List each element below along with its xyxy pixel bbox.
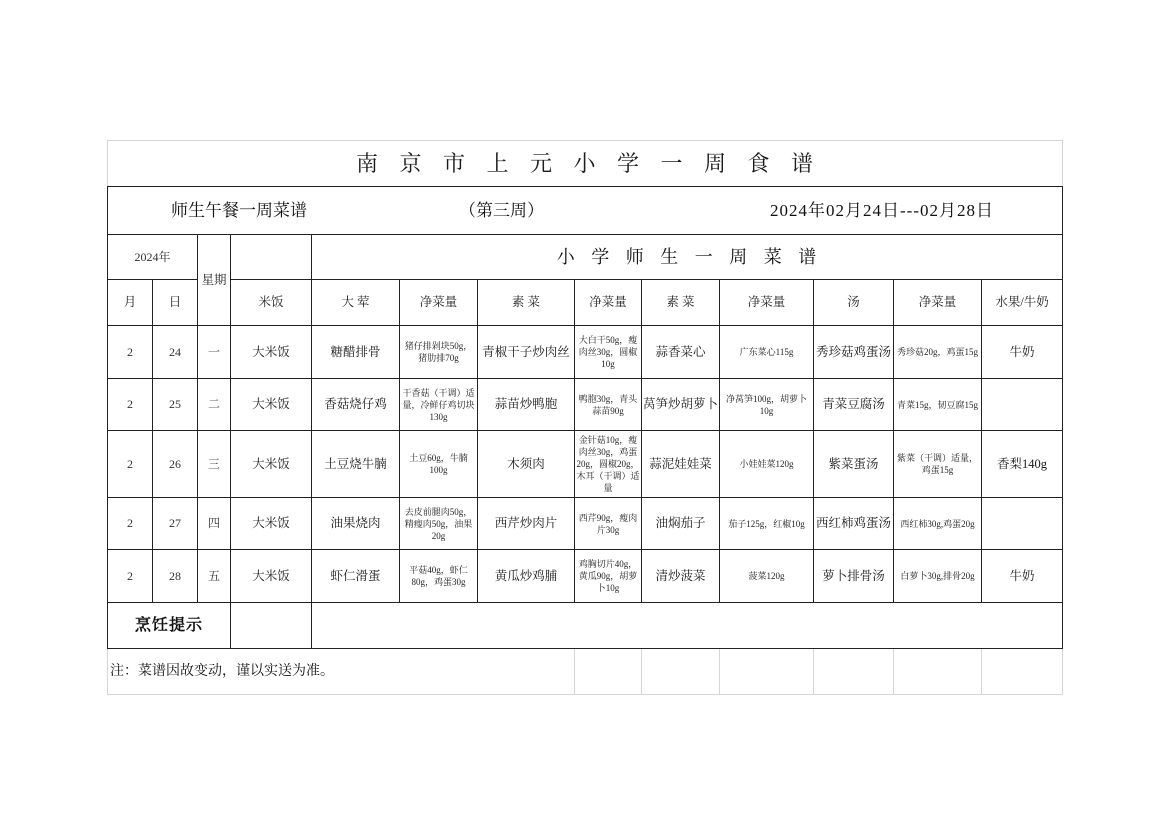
cell-day: 28	[153, 550, 198, 603]
cell-main-dish-amount: 土豆60g，牛腩100g	[400, 431, 478, 498]
cell-staple: 大米饭	[231, 498, 312, 550]
cell-weekday: 三	[198, 431, 231, 498]
cell-veg-dish-2-amount: 茄子125g，红椒10g	[720, 498, 814, 550]
info-bar	[108, 187, 1063, 235]
info-row	[108, 187, 1063, 235]
cell-soup: 紫菜蛋汤	[814, 431, 894, 498]
cooking-tips-row	[108, 603, 1063, 649]
cell-veg-dish-2-amount: 广东菜心115g	[720, 326, 814, 379]
cell-veg-dish-1-amount: 西芹90g，瘦肉片30g	[575, 498, 642, 550]
cell-veg-dish-1-amount: 大白干50g，瘦肉丝30g，圆椒10g	[575, 326, 642, 379]
cell-soup-amount: 紫菜（干调）适量，鸡蛋15g	[894, 431, 982, 498]
document-title: 南 京 市 上 元 小 学 一 周 食 谱	[108, 141, 1063, 187]
cell-soup: 秀珍菇鸡蛋汤	[814, 326, 894, 379]
column-header-row	[108, 280, 1063, 326]
cell-veg-dish-2: 莴笋炒胡萝卜	[642, 379, 720, 431]
note-row	[108, 649, 1063, 695]
cell-month: 2	[108, 431, 153, 498]
cell-weekday: 二	[198, 379, 231, 431]
cell-day: 27	[153, 498, 198, 550]
cell-day: 26	[153, 431, 198, 498]
cell-veg-dish-1: 黄瓜炒鸡脯	[478, 550, 575, 603]
blank-cell	[231, 603, 312, 649]
cell-veg-dish-2: 油焖茄子	[642, 498, 720, 550]
column-header-veg-dish-1: 素 菜	[478, 280, 575, 326]
cell-veg-dish-2-amount: 净莴笋100g，胡萝卜10g	[720, 379, 814, 431]
column-header-weekday: 星期	[198, 235, 231, 326]
column-header-veg-dish-2: 素 菜	[642, 280, 720, 326]
cell-soup-amount: 白萝卜30g,排骨20g	[894, 550, 982, 603]
menu-row	[108, 550, 1063, 603]
cell-veg-dish-2-amount: 菠菜120g	[720, 550, 814, 603]
blank-cell	[231, 235, 312, 280]
cell-weekday: 五	[198, 550, 231, 603]
week-label: （第三周）	[459, 200, 544, 220]
banner-row	[108, 235, 1063, 280]
cell-fruit-milk: 牛奶	[982, 550, 1063, 603]
note-text: 注：菜谱因故变动，谨以实送为准。	[108, 649, 575, 695]
cell-veg-dish-2: 清炒菠菜	[642, 550, 720, 603]
blank-cell	[814, 649, 894, 695]
cell-main-dish: 虾仁滑蛋	[312, 550, 400, 603]
column-header-veg-dish-2-amount: 净菜量	[720, 280, 814, 326]
cell-soup-amount: 青菜15g，韧豆腐15g	[894, 379, 982, 431]
cell-soup: 青菜豆腐汤	[814, 379, 894, 431]
cell-main-dish-amount: 干香菇（干调）适量，冷鲜仔鸡切块130g	[400, 379, 478, 431]
cell-day: 25	[153, 379, 198, 431]
cell-veg-dish-1: 木须肉	[478, 431, 575, 498]
cell-main-dish-amount: 去皮前腿肉50g，精瘦肉50g，油果20g	[400, 498, 478, 550]
cell-staple: 大米饭	[231, 550, 312, 603]
menu-row	[108, 379, 1063, 431]
cooking-tips-label: 烹饪提示	[108, 603, 231, 649]
year-label: 2024年	[108, 235, 198, 280]
column-header-main-dish-amount: 净菜量	[400, 280, 478, 326]
menu-row	[108, 431, 1063, 498]
cell-staple: 大米饭	[231, 326, 312, 379]
cell-weekday: 一	[198, 326, 231, 379]
weekly-menu-table	[107, 140, 1063, 695]
blank-cell	[575, 649, 642, 695]
cell-main-dish: 糖醋排骨	[312, 326, 400, 379]
cell-soup-amount: 西红柿30g,鸡蛋20g	[894, 498, 982, 550]
cell-main-dish-amount: 猪仔排剁块50g，猪肋排70g	[400, 326, 478, 379]
cell-veg-dish-1: 青椒干子炒肉丝	[478, 326, 575, 379]
cell-soup: 西红柿鸡蛋汤	[814, 498, 894, 550]
cell-main-dish: 油果烧肉	[312, 498, 400, 550]
cell-fruit-milk: 牛奶	[982, 326, 1063, 379]
menu-row	[108, 498, 1063, 550]
cell-main-dish: 香菇烧仔鸡	[312, 379, 400, 431]
blank-cell	[642, 649, 720, 695]
column-header-soup: 汤	[814, 280, 894, 326]
cell-staple: 大米饭	[231, 379, 312, 431]
column-header-main-dish: 大 荤	[312, 280, 400, 326]
date-range: 2024年02月24日---02月28日	[770, 200, 994, 220]
cell-day: 24	[153, 326, 198, 379]
cell-soup-amount: 秀珍菇20g，鸡蛋15g	[894, 326, 982, 379]
column-header-staple: 米饭	[231, 280, 312, 326]
blank-cell	[720, 649, 814, 695]
column-header-day: 日	[153, 280, 198, 326]
cell-veg-dish-1-amount: 鸡胸切片40g，黄瓜90g，胡萝卜10g	[575, 550, 642, 603]
cell-veg-dish-1-amount: 金针菇10g，瘦肉丝30g，鸡蛋20g，圆椒20g，木耳（干调）适量	[575, 431, 642, 498]
cell-fruit-milk	[982, 498, 1063, 550]
column-header-veg-dish-1-amount: 净菜量	[575, 280, 642, 326]
cell-soup: 萝卜排骨汤	[814, 550, 894, 603]
cell-veg-dish-1-amount: 鸭胞30g，青头蒜苗90g	[575, 379, 642, 431]
column-header-soup-amount: 净菜量	[894, 280, 982, 326]
cell-month: 2	[108, 326, 153, 379]
cell-veg-dish-1: 蒜苗炒鸭胞	[478, 379, 575, 431]
cell-fruit-milk	[982, 379, 1063, 431]
cell-veg-dish-2: 蒜泥娃娃菜	[642, 431, 720, 498]
cell-fruit-milk: 香梨140g	[982, 431, 1063, 498]
cell-staple: 大米饭	[231, 431, 312, 498]
column-header-month: 月	[108, 280, 153, 326]
cell-main-dish-amount: 平菇40g，虾仁80g，鸡蛋30g	[400, 550, 478, 603]
cooking-tips-content	[312, 603, 1063, 649]
column-header-fruit-milk: 水果/牛奶	[982, 280, 1063, 326]
cell-month: 2	[108, 498, 153, 550]
cell-veg-dish-2: 蒜香菜心	[642, 326, 720, 379]
cell-month: 2	[108, 550, 153, 603]
cell-weekday: 四	[198, 498, 231, 550]
cell-main-dish: 土豆烧牛腩	[312, 431, 400, 498]
cell-veg-dish-2-amount: 小娃娃菜120g	[720, 431, 814, 498]
cell-month: 2	[108, 379, 153, 431]
menu-banner: 小 学 师 生 一 周 菜 谱	[312, 235, 1063, 280]
blank-cell	[894, 649, 982, 695]
cell-veg-dish-1: 西芹炒肉片	[478, 498, 575, 550]
blank-cell	[982, 649, 1063, 695]
menu-row	[108, 326, 1063, 379]
menu-heading: 师生午餐一周菜谱	[171, 200, 307, 220]
title-row	[108, 141, 1063, 187]
